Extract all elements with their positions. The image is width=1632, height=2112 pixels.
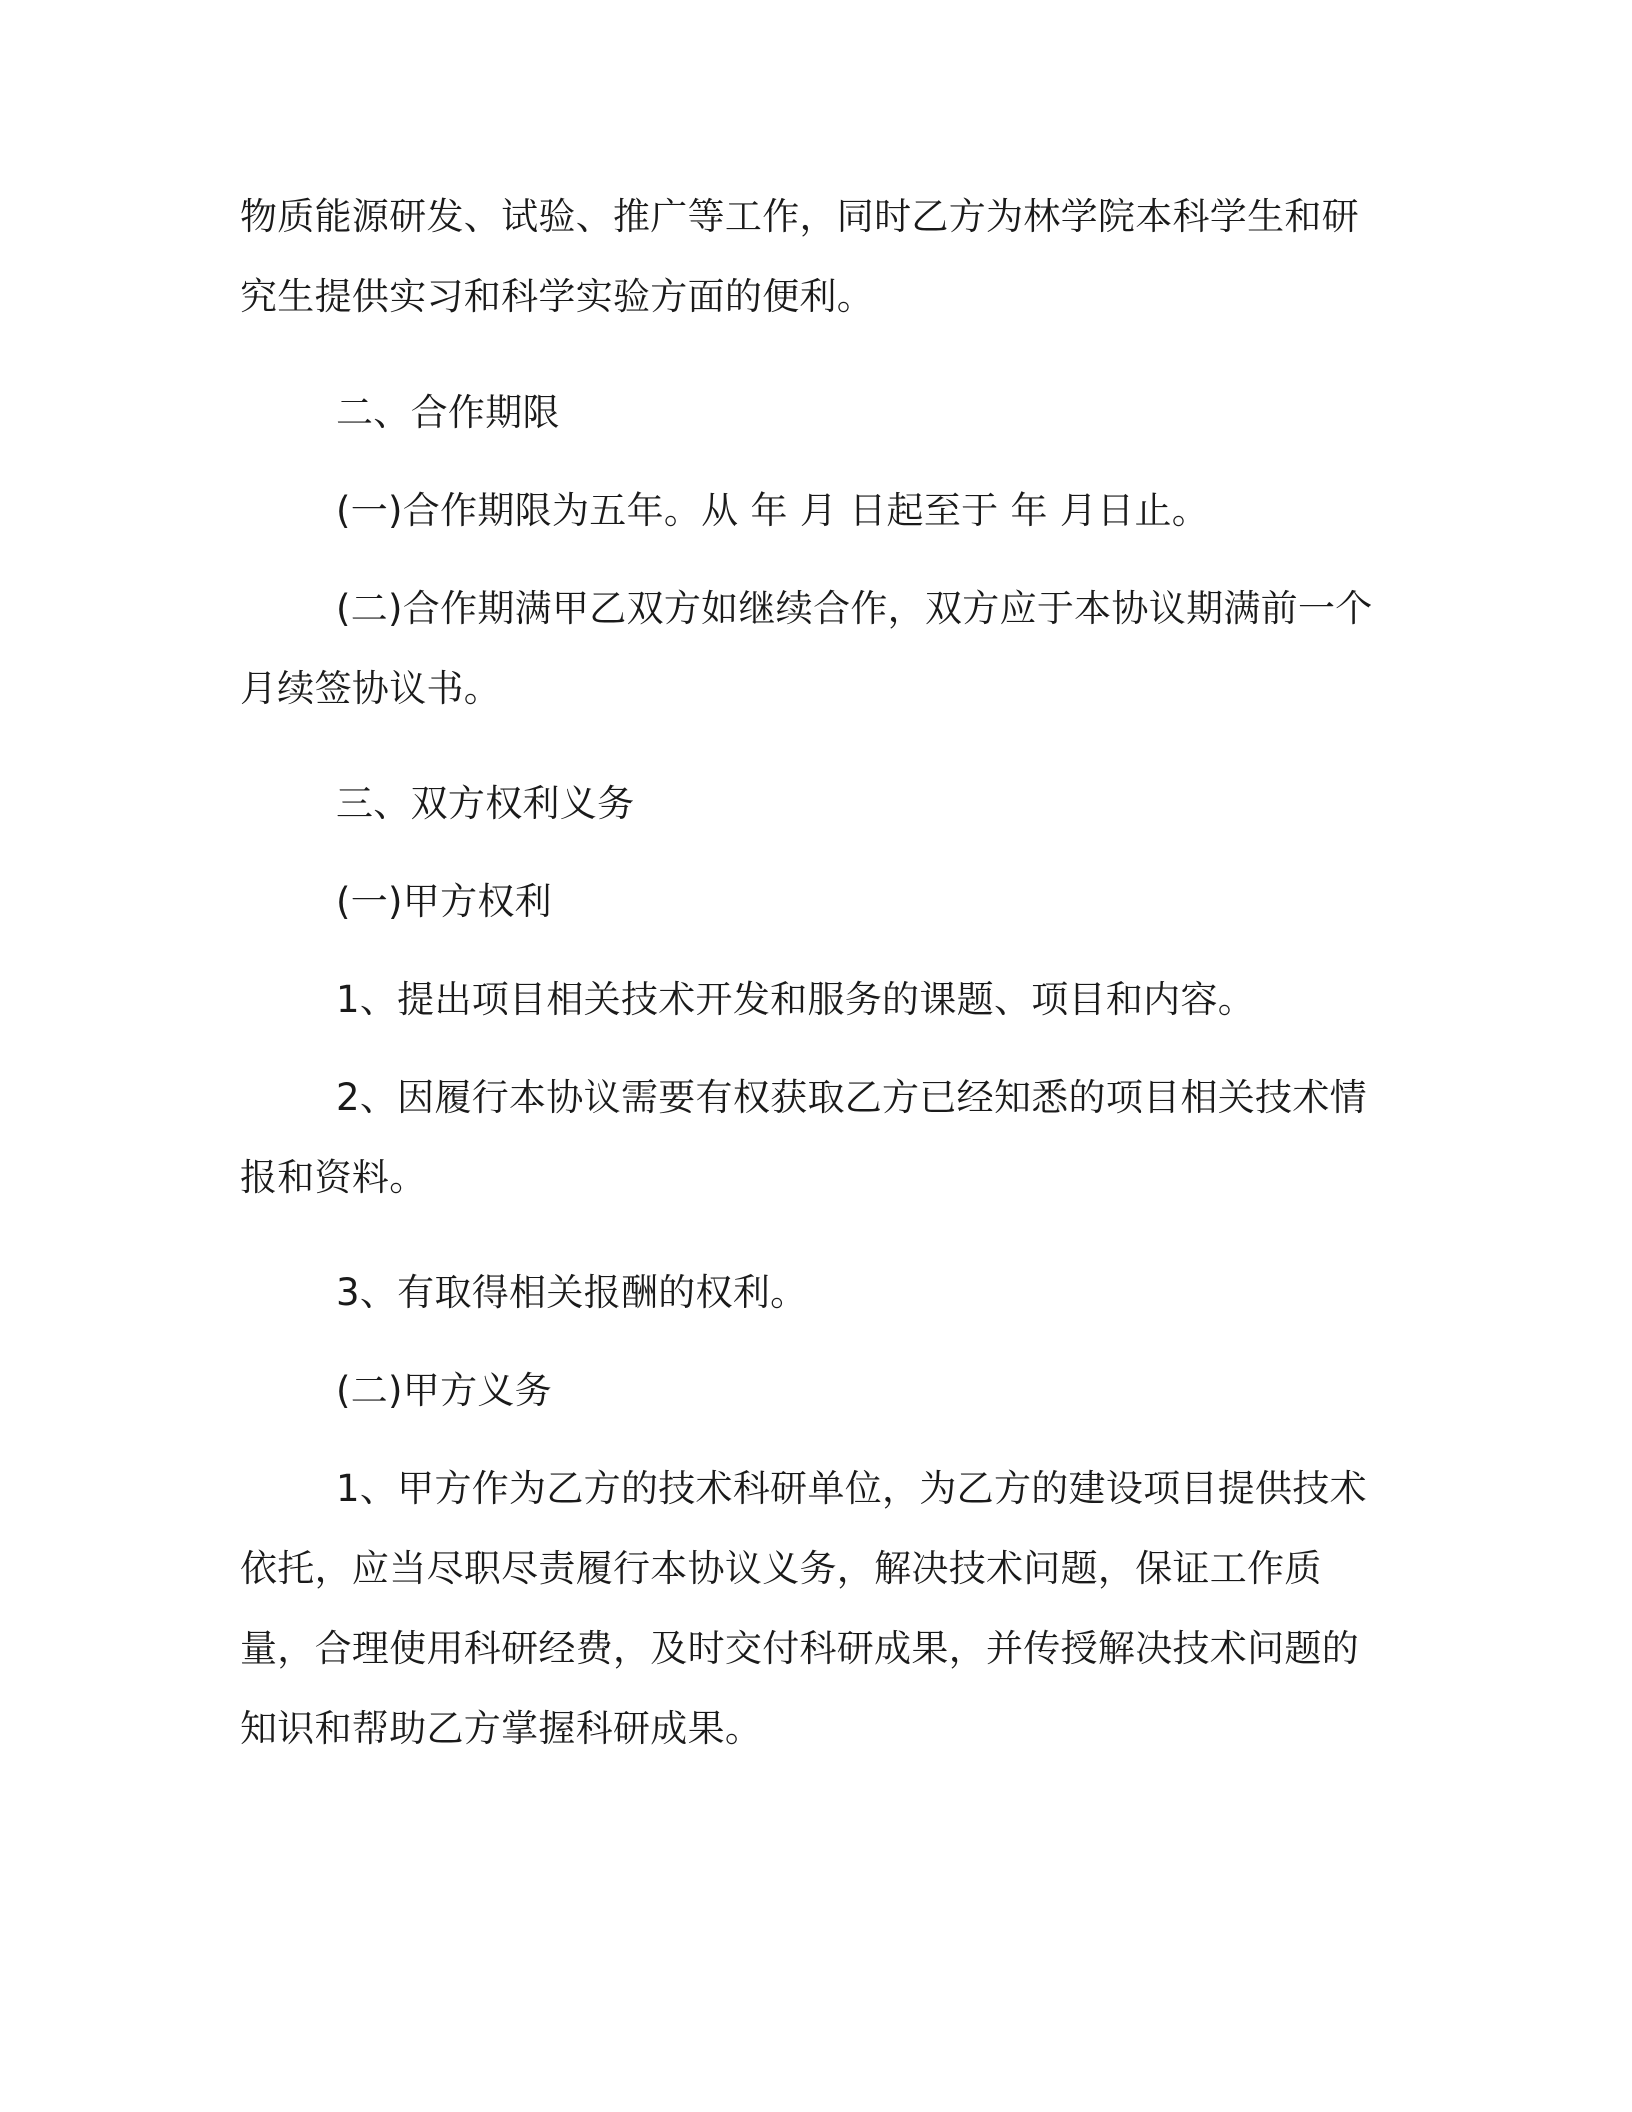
heading-party-a-rights: (一)甲方权利 bbox=[336, 880, 552, 923]
paragraph-period-renewal: (二)合作期满甲乙双方如继续合作，双方应于本协议期满前一个月续签协议书。 bbox=[240, 587, 1373, 710]
paragraph-research-continuation: 物质能源研发、试验、推广等工作，同时乙方为林学院本科学生和研究生提供实习和科学实验方面的便利。 bbox=[240, 195, 1359, 318]
paragraph-period-term: (一)合作期限为五年。从 年 月 日起至于 年 月日止。 bbox=[336, 489, 1210, 532]
paragraph-right-1: 1、提出项目相关技术开发和服务的课题、项目和内容。 bbox=[336, 978, 1256, 1021]
paragraph-obligation-1: 1、甲方作为乙方的技术科研单位，为乙方的建设项目提供技术依托，应当尽职尽责履行本协议义务，解决技术问题，保证工作质量，合理使用科研经费，及时交付科研成果，并传授解决技术问题的知识和帮助乙方掌握科研成果。 bbox=[240, 1467, 1367, 1750]
paragraph-right-3: 3、有取得相关报酬的权利。 bbox=[336, 1271, 808, 1314]
paragraph-right-2: 2、因履行本协议需要有权获取乙方已经知悉的项目相关技术情报和资料。 bbox=[240, 1076, 1367, 1199]
heading-party-a-obligations: (二)甲方义务 bbox=[336, 1369, 552, 1412]
heading-cooperation-period: 二、合作期限 bbox=[336, 391, 560, 434]
heading-rights-obligations: 三、双方权利义务 bbox=[336, 782, 635, 825]
